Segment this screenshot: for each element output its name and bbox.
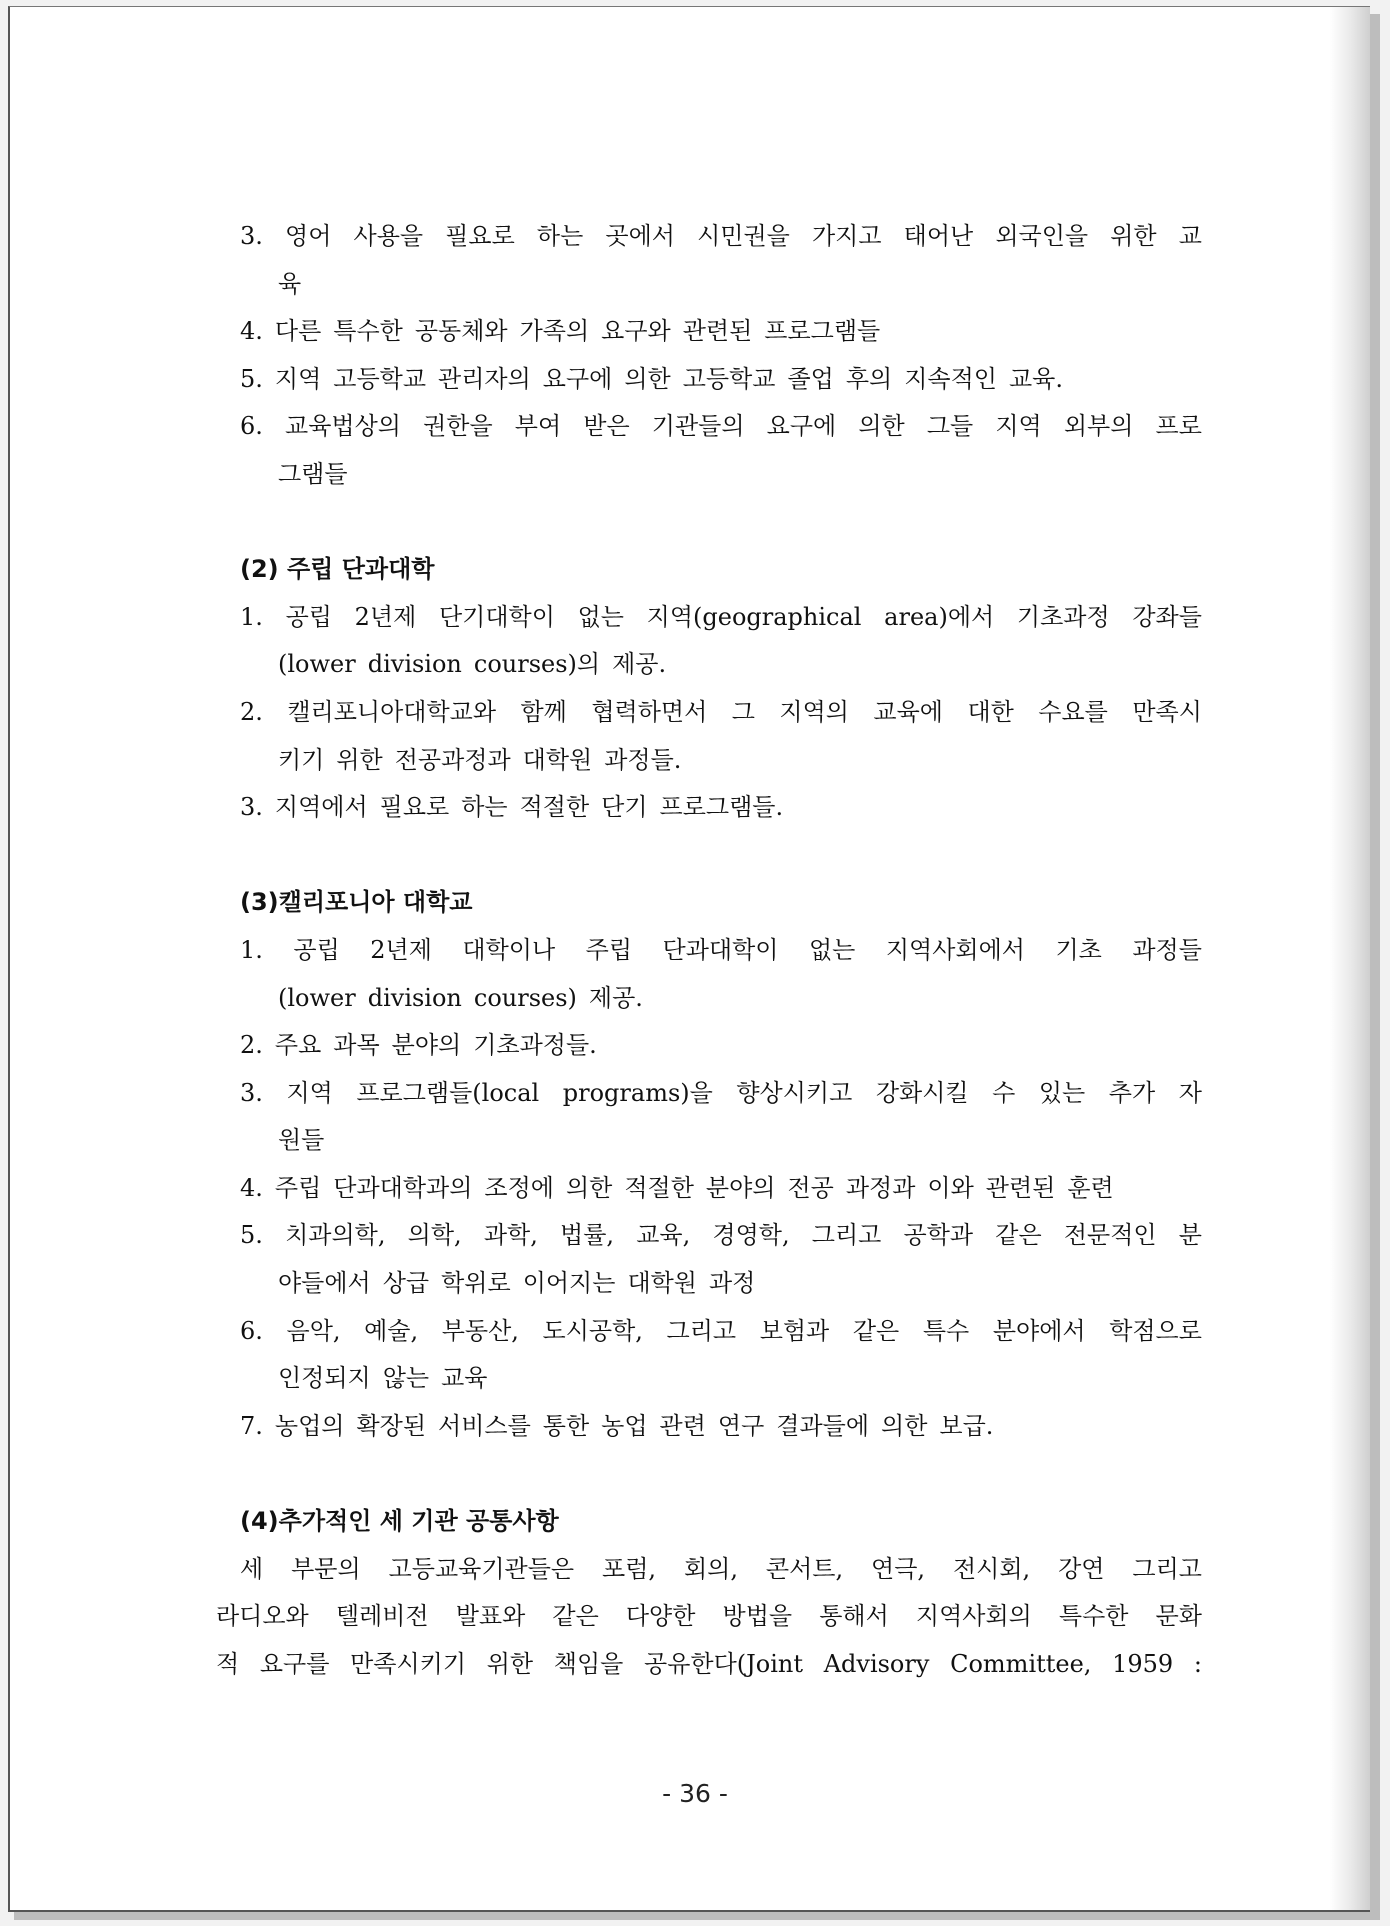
text-line: 4. 다른 특수한 공동체와 가족의 요구와 관련된 프로그램들 <box>240 317 881 346</box>
list-item <box>240 1403 1202 1451</box>
numbered-list <box>240 927 1202 1451</box>
text-line: 4. 주립 단과대학과의 조정에 의한 적절한 분야의 전공 과정과 이와 관련된 훈련 <box>240 1173 1114 1202</box>
numbered-list <box>240 213 1202 499</box>
body-paragraph <box>216 1546 1202 1689</box>
list-item <box>240 403 1202 498</box>
page-number: - 36 - <box>662 1779 728 1808</box>
text-line: 2. 캘리포니아대학교와 함께 협력하면서 그 지역의 교육에 대한 수요를 만족시 <box>240 697 1202 726</box>
text-line: 원들 <box>278 1126 325 1155</box>
section-gap <box>240 832 1202 880</box>
text-line: 3. 지역에서 필요로 하는 적절한 단기 프로그램들. <box>240 793 784 822</box>
text-line: 1. 공립 2년제 단기대학이 없는 지역(geographical area)에서 기초과정 강좌들 <box>240 602 1202 631</box>
section-heading: (4)추가적인 세 기관 공통사항 <box>240 1507 559 1536</box>
list-item <box>240 594 1202 689</box>
section-gap <box>240 1450 1202 1498</box>
text-line: 7. 농업의 확장된 서비스를 통한 농업 관련 연구 결과들에 의한 보급. <box>240 1411 994 1440</box>
text-line: 라디오와 텔레비전 발표와 같은 다양한 방법을 통해서 지역사회의 특수한 문화 <box>216 1602 1202 1631</box>
text-line: 1. 공립 2년제 대학이나 주립 단과대학이 없는 지역사회에서 기초 과정들 <box>240 935 1202 964</box>
text-line: 5. 치과의학, 의학, 과학, 법률, 교육, 경영학, 그리고 공학과 같은 전문적인 분 <box>240 1221 1202 1250</box>
section-heading: (2) 주립 단과대학 <box>240 555 435 584</box>
list-item <box>240 689 1202 784</box>
list-item <box>240 1022 1202 1070</box>
text-line: (lower division courses) 제공. <box>278 983 643 1012</box>
page-curl-edge <box>1330 7 1370 1910</box>
numbered-list <box>240 594 1202 832</box>
section-heading: (3)캘리포니아 대학교 <box>240 888 473 917</box>
text-line: 키기 위한 전공과정과 대학원 과정들. <box>278 745 682 774</box>
text-line: 2. 주요 과목 분야의 기초과정들. <box>240 1031 597 1060</box>
list-item <box>240 784 1202 832</box>
list-item <box>240 308 1202 356</box>
text-line: 6. 음악, 예술, 부동산, 도시공학, 그리고 보험과 같은 특수 분야에서 학점으로 <box>240 1316 1202 1345</box>
section-gap <box>240 499 1202 547</box>
text-line: 육 <box>278 269 302 298</box>
text-line: 3. 지역 프로그램들(local programs)을 향상시키고 강화시킬 수 있는 추가 자 <box>240 1078 1202 1107</box>
text-line: 적 요구를 만족시키기 위한 책임을 공유한다(Joint Advisory Committee, 1959 : <box>216 1649 1202 1678</box>
list-item <box>240 1212 1202 1307</box>
text-line: 3. 영어 사용을 필요로 하는 곳에서 시민권을 가지고 태어난 외국인을 위한 교 <box>240 222 1202 250</box>
text-line: 인정되지 않는 교육 <box>278 1364 488 1393</box>
list-item <box>240 1308 1202 1403</box>
list-item <box>240 927 1202 1022</box>
text-line: 세 부문의 고등교육기관들은 포럼, 회의, 콘서트, 연극, 전시회, 강연 그리고 <box>240 1554 1202 1583</box>
text-line: (lower division courses)의 제공. <box>278 650 667 679</box>
text-line: 야들에서 상급 학위로 이어지는 대학원 과정 <box>278 1269 756 1298</box>
list-item <box>240 1165 1202 1213</box>
list-item <box>240 356 1202 404</box>
text-line: 그램들 <box>278 459 348 488</box>
list-item <box>240 1070 1202 1165</box>
list-item <box>240 213 1202 308</box>
text-line: 6. 교육법상의 권한을 부여 받은 기관들의 요구에 의한 그들 지역 외부의 프로 <box>240 412 1202 441</box>
text-line: 5. 지역 고등학교 관리자의 요구에 의한 고등학교 졸업 후의 지속적인 교육. <box>240 364 1063 393</box>
document-body <box>216 213 1202 1688</box>
